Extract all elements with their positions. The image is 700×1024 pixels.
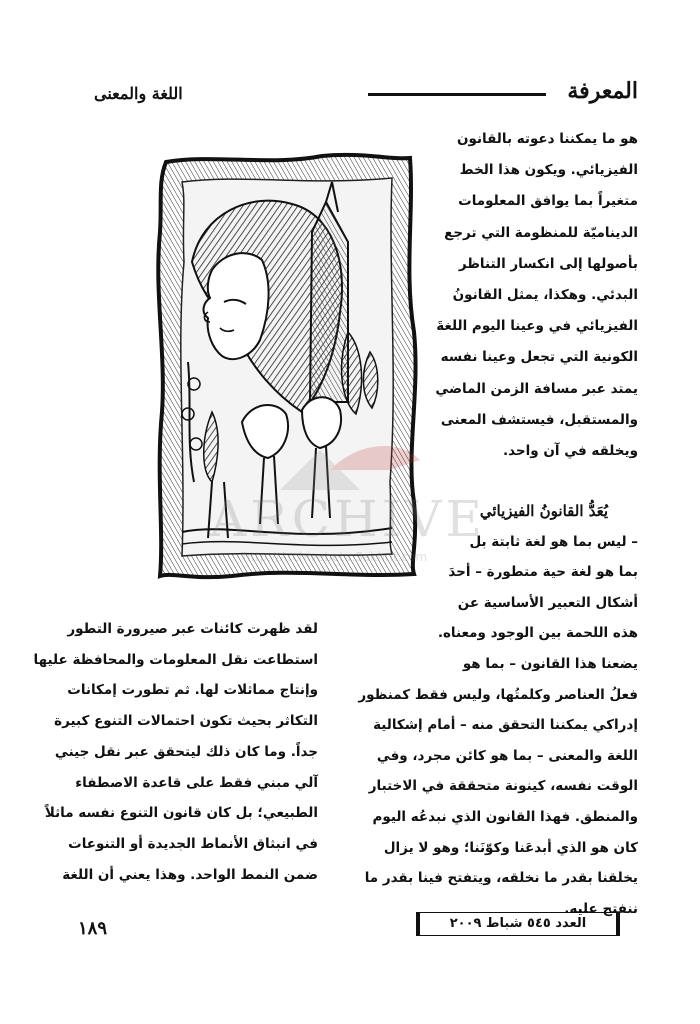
text-line: يمتد عبر مسافة الزمن الماضي: [435, 380, 638, 397]
text-line: ضمن النمط الواحد. وهذا يعني أن اللغة: [62, 866, 318, 883]
text-line: يضعنا هذا القانون – بما هو: [462, 655, 638, 672]
text-line: جداً. وما كان ذلك ليتحقق عبر نقل جيني: [54, 743, 318, 760]
text-line: الكونية التي تجعل وعينا نفسه: [440, 349, 638, 366]
text-line: الفيزيائي في وعينا اليوم اللغةَ: [436, 318, 638, 335]
text-line: البدئي. وهكذا، يمثل القانونُ: [452, 287, 638, 304]
text-line: الوقت نفسه، كينونة متحققة في الاختبار: [368, 778, 638, 795]
text-line: بما هو لغة حية متطورة – أحدَ: [448, 564, 638, 581]
text-line: ننفتح عليه.: [564, 900, 638, 917]
section-title: اللغة والمعنى: [94, 84, 183, 103]
text-line: الديناميّة للمنظومة التي ترجع: [444, 224, 638, 241]
text-line: والمنطق. فهذا القانون الذي نبدعُه اليوم: [372, 808, 638, 825]
text-line: كان هو الذي أبدعَنا وكوّنَنا؛ وهو لا يزال: [383, 839, 638, 856]
text-line: آلي مبني فقط على قاعدة الاصطفاء: [75, 774, 318, 791]
text-line: – ليس بما هو لغة ثابتة بل: [469, 533, 638, 550]
text-line: هو ما يمكننا دعوته بالقانون: [456, 131, 638, 147]
archive-watermark: [210, 430, 486, 590]
text-line: ويخلقه في آن واحد.: [502, 443, 638, 460]
watermark-text: ARCHIVE: [210, 490, 486, 548]
text-line: إدراكي يمكننا التحقق منه – أمام إشكالية: [373, 717, 638, 734]
issue-info-box: العدد ٥٤٥ شباط ٢٠٠٩: [416, 912, 620, 936]
text-line: استطاعت نقل المعلومات والمحافظة عليها: [33, 651, 318, 668]
column-right-top: [430, 124, 638, 467]
text-line: وإنتاج مماثلات لها. ثم تطورت إمكانات: [67, 682, 318, 699]
text-line: متغيراً بما يوافق المعلومات: [458, 193, 638, 210]
page-number: ١٨٩: [78, 918, 108, 939]
text-line: فعلُ العناصر وكلمتُها، وليس فقط كمنظور: [358, 686, 638, 703]
text-line: الطبيعي؛ بل كان قانون التنوع نفسه ماثلاً: [44, 805, 318, 822]
header-rule: [368, 93, 546, 96]
text-line: لقد ظهرت كائنات عبر صيرورة التطور: [67, 621, 318, 637]
text-line: الفيزيائي. ويكون هذا الخط: [459, 162, 638, 179]
masthead-logo: المعرفة: [567, 78, 638, 104]
subhead: يُعَدُّ القانونُ الفيزيائي: [479, 502, 608, 520]
watermark-url: http://Archivebeta.Sakhrit.com: [242, 550, 428, 564]
column-left-bottom: [33, 614, 318, 890]
text-line: في انبثاق الأنماط الجديدة أو التنوعات: [68, 835, 318, 852]
text-line: يخلقنا بقدر ما نخلقه، ويتفتح فينا بقدر ما: [364, 870, 638, 887]
text-line: أشكال التعبير الأساسية عن: [457, 594, 638, 611]
text-line: بأصولها إلى انكسار التناظر: [458, 255, 638, 272]
text-line: والمستقبل، فيستشف المعنى: [440, 411, 638, 428]
text-line: اللغة والمعنى – بما هو كائن مجرد، وفي: [376, 747, 638, 764]
text-line: هذه اللحمة بين الوجود ومعناه.: [437, 625, 638, 642]
text-line: التكاثر بحيث تكون احتمالات التنوع كبيرة: [54, 713, 318, 730]
